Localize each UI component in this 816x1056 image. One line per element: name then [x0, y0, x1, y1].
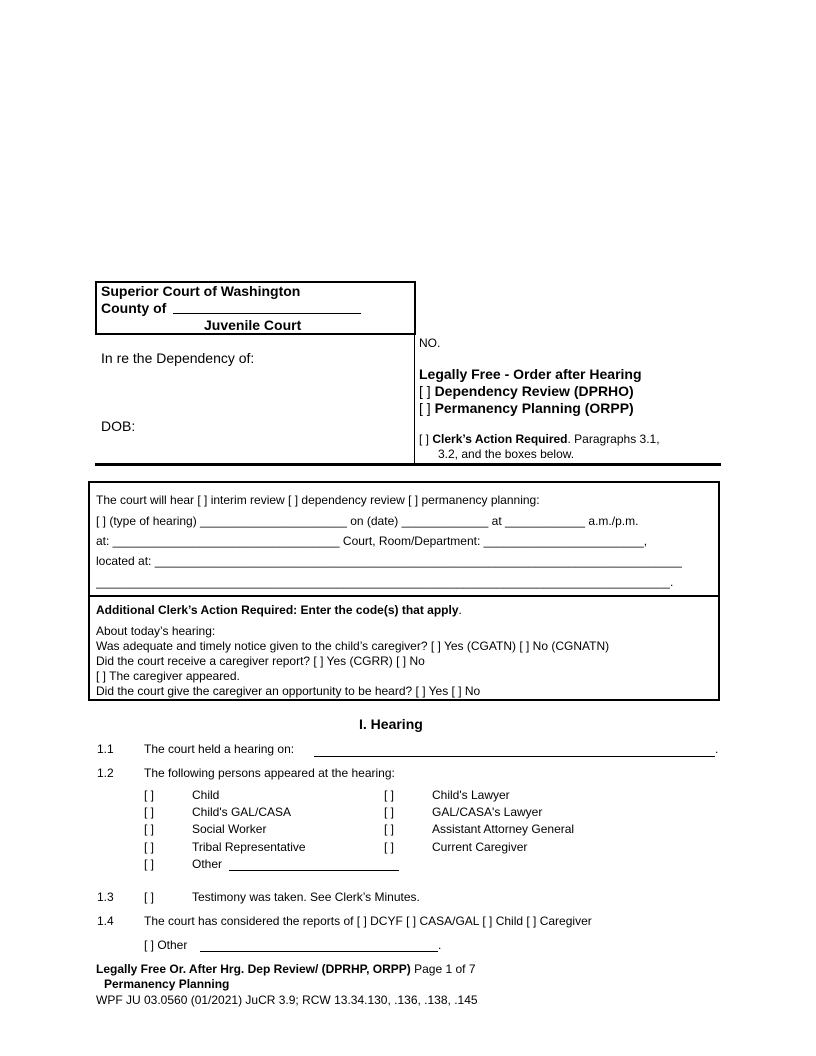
footer-form-number: WPF JU 03.0560 (01/2021) JuCR 3.9; RCW 13.34.130, .136, .138, .145	[96, 993, 478, 1007]
person-other: Other	[192, 857, 223, 871]
option-dependency-review[interactable]	[419, 383, 634, 399]
reports-other-blank	[200, 951, 438, 952]
person-checkbox[interactable]: [ ]	[384, 822, 395, 836]
reports-considered-text: The court has considered the reports of [ ] DCYF [ ] CASA/GAL [ ] Child [ ] Caregiver	[144, 914, 592, 928]
caregiver-report-question: Did the court receive a caregiver report? [ ] Yes (CGRR) [ ] No	[96, 654, 425, 668]
court-name: Superior Court of Washington	[101, 283, 301, 299]
in-re-label: In re the Dependency of:	[101, 350, 255, 366]
option-label: Dependency Review (DPRHO)	[434, 383, 634, 399]
case-number-label: NO.	[419, 336, 441, 350]
option-permanency-planning[interactable]	[419, 400, 634, 416]
person-gal-lawyer: GAL/CASA's Lawyer	[432, 805, 543, 819]
caregiver-heard-question: Did the court give the caregiver an opportunity to be heard? [ ] Yes [ ] No	[96, 684, 481, 698]
hearing-held-text: The court held a hearing on:	[144, 742, 295, 756]
person-tribal-rep: Tribal Representative	[192, 840, 306, 854]
persons-appeared-text: The following persons appeared at the hearing:	[144, 766, 395, 780]
hearing-date-period: .	[715, 742, 719, 756]
section-heading: I. Hearing	[359, 716, 423, 732]
testimony-checkbox[interactable]: [ ]	[144, 890, 155, 904]
clerk-action-text-2: 3.2, and the boxes below.	[438, 447, 575, 461]
clerk-heading-a: Additional	[96, 603, 155, 617]
paragraph-number: 1.1	[97, 742, 114, 756]
next-hearing-line-2: [ ] (type of hearing) ______________________ on (date) _____________ at ____________ a.m./p.m.	[96, 514, 639, 528]
footer-title-text: Legally Free Or. After Hrg. Dep Review/ (DPRHP, ORPP)	[96, 962, 411, 976]
testimony-text: Testimony was taken. See Clerk’s Minutes.	[192, 890, 420, 904]
option-label: Permanency Planning (ORPP)	[434, 400, 634, 416]
option-box[interactable]: [ ]	[419, 400, 431, 416]
document-title: Legally Free - Order after Hearing	[419, 366, 642, 382]
next-hearing-divider	[89, 595, 719, 597]
person-childs-lawyer: Child's Lawyer	[432, 788, 510, 802]
clerk-action-box[interactable]: [ ]	[419, 432, 430, 446]
person-checkbox[interactable]: [ ]	[144, 805, 155, 819]
hearing-date-blank	[314, 756, 715, 757]
person-checkbox[interactable]: [ ]	[144, 840, 155, 854]
dob-label: DOB:	[101, 418, 136, 434]
person-gal-casa: Child's GAL/CASA	[192, 805, 291, 819]
juvenile-court: Juvenile Court	[204, 317, 302, 333]
caregiver-notice-question: Was adequate and timely notice given to the child’s caregiver? [ ] Yes (CGATN) [ ] No (CGNATN)	[96, 639, 610, 653]
caption-divider	[414, 335, 415, 463]
person-checkbox[interactable]: [ ]	[144, 788, 155, 802]
next-hearing-line-5: ______________________________________________________________________________________.	[96, 575, 674, 589]
person-checkbox[interactable]: [ ]	[144, 822, 155, 836]
person-checkbox[interactable]: [ ]	[384, 805, 395, 819]
person-checkbox[interactable]: [ ]	[384, 840, 395, 854]
person-checkbox[interactable]: [ ]	[384, 788, 395, 802]
clerk-action-label: Clerk’s Action Required	[432, 432, 568, 446]
paragraph-number: 1.2	[97, 766, 114, 780]
county-blank	[173, 313, 361, 314]
clerk-heading-b: Clerk’s Action Required: Enter the code(s) that apply	[158, 603, 459, 617]
footer-page: Page 1 of 7	[414, 962, 476, 976]
footer-title-2: Permanency Planning	[104, 977, 230, 991]
caption-rule	[95, 463, 721, 466]
option-box[interactable]: [ ]	[419, 383, 431, 399]
person-current-caregiver: Current Caregiver	[432, 840, 528, 854]
paragraph-number: 1.4	[97, 914, 114, 928]
person-checkbox[interactable]: [ ]	[144, 857, 155, 871]
person-other-blank	[229, 870, 399, 871]
clerk-heading-c: .	[458, 603, 462, 617]
person-social-worker: Social Worker	[192, 822, 267, 836]
person-child: Child	[192, 788, 220, 802]
clerk-action-text: . Paragraphs 3.1,	[567, 432, 660, 446]
next-hearing-line-4: located at: _______________________________________________________________________________	[96, 554, 682, 568]
person-aag: Assistant Attorney General	[432, 822, 575, 836]
reports-other: [ ] Other	[144, 938, 188, 952]
footer-title	[96, 962, 476, 976]
about-hearing: About today’s hearing:	[96, 624, 216, 638]
reports-other-period: .	[438, 938, 442, 952]
clerk-action-required	[419, 432, 660, 446]
paragraph-number: 1.3	[97, 890, 114, 904]
county-label: County of	[101, 300, 167, 316]
clerk-heading	[96, 603, 462, 617]
caregiver-appeared: [ ] The caregiver appeared.	[96, 669, 240, 683]
next-hearing-line-3: at: __________________________________ Court, Room/Department: ________________________,	[96, 534, 648, 548]
next-hearing-line-1: The court will hear [ ] interim review [ ] dependency review [ ] permanency planning:	[96, 493, 540, 507]
